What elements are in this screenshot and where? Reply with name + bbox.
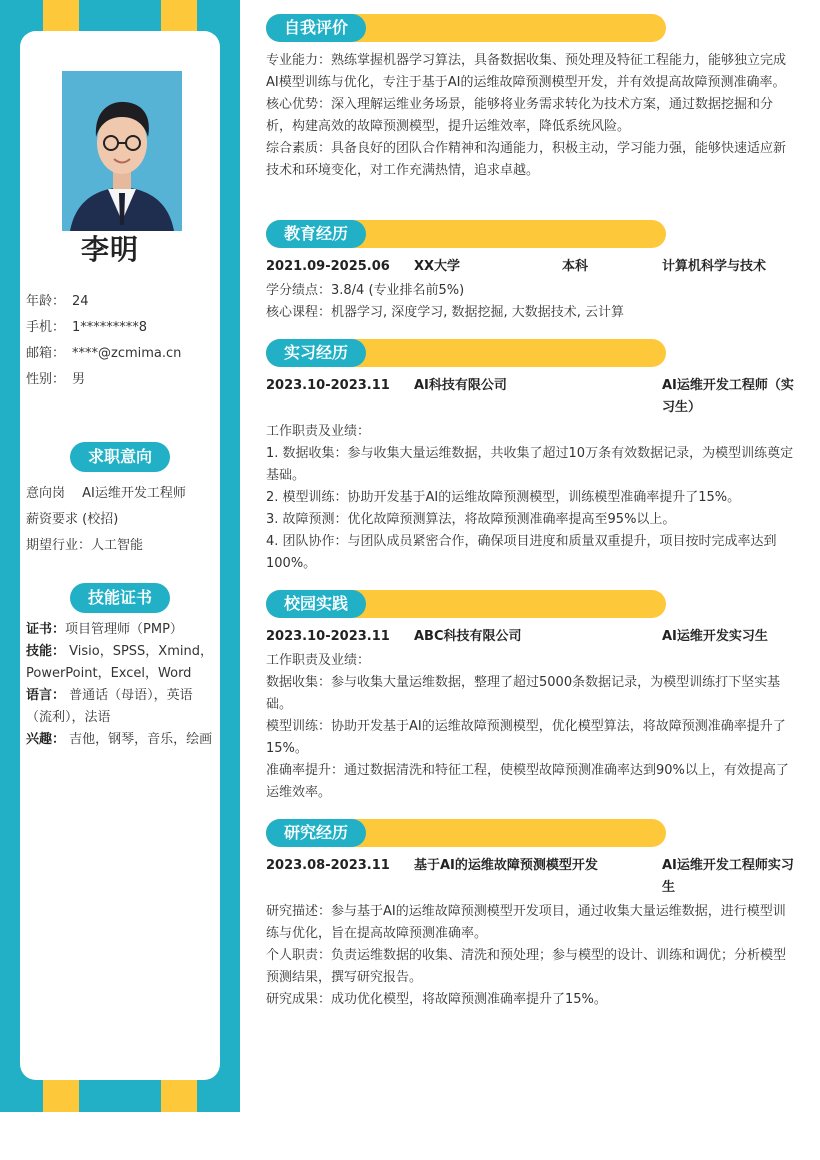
- section-education: [266, 220, 666, 248]
- job-intent: [26, 481, 216, 559]
- intern-line: 3. 故障预测：优化故障预测算法，将故障预测准确率提高至95%以上。: [266, 512, 676, 527]
- info-label: 邮箱：: [26, 346, 66, 361]
- skill-label: 语言：: [26, 688, 66, 703]
- intent-industry: 期望行业：人工智能: [26, 538, 144, 553]
- intern-line: 4. 团队协作：与团队成员紧密合作，确保项目进度和质量双重提升，项目按时完成率达到100%。: [266, 534, 777, 571]
- paragraph: 核心优势：深入理解运维业务场景，能够将业务需求转化为技术方案，通过数据挖掘和分析，构建高效的故障预测模型，提升运维效率，降低系统风险。: [266, 97, 774, 134]
- skill-label: 证书：: [26, 622, 66, 637]
- section-internship: [266, 339, 666, 367]
- internship-details: [266, 421, 796, 575]
- skill-label: 技能：: [26, 644, 66, 659]
- section-title: 教育经历: [266, 220, 366, 248]
- info-value: 男: [72, 372, 86, 387]
- portrait-photo: [62, 71, 182, 231]
- internship-header: [266, 375, 796, 419]
- info-gender: [26, 367, 216, 393]
- skill-certificate: [26, 619, 214, 641]
- skills-list: [26, 619, 214, 751]
- info-label: 年龄：: [26, 294, 66, 309]
- paragraph: 综合素质：具备良好的团队合作精神和沟通能力，积极主动，学习能力强，能够快速适应新技术和环境变化，对工作充满热情，追求卓越。: [266, 141, 787, 178]
- intern-line: 工作职责及业绩：: [266, 424, 371, 439]
- section-title: 自我评价: [266, 14, 366, 42]
- info-label: 手机：: [26, 320, 66, 335]
- intern-line: 2. 模型训练：协助开发基于AI的运维故障预测模型，训练模型准确率提升了15%。: [266, 490, 741, 505]
- campus-period: 2023.10-2023.11: [266, 629, 390, 644]
- research-role: AI运维开发工程师实习生: [662, 858, 794, 895]
- campus-line: 工作职责及业绩：: [266, 653, 371, 668]
- section-campus: [266, 590, 666, 618]
- intent-salary: 薪资要求 (校招): [26, 512, 119, 527]
- section-title: 研究经历: [266, 819, 366, 847]
- skill-language: [26, 685, 214, 729]
- campus-line: 模型训练：协助开发基于AI的运维故障预测模型，优化模型算法，将故障预测准确率提升了15%。: [266, 719, 786, 756]
- research-details: [266, 901, 796, 1011]
- campus-details: [266, 650, 796, 804]
- campus-line: 数据收集：参与收集大量运维数据，整理了超过5000条数据记录，为模型训练打下坚实基础。: [266, 675, 781, 712]
- skills-title: 技能证书: [70, 583, 170, 613]
- info-age: [26, 289, 216, 315]
- info-label: 性别：: [26, 372, 66, 387]
- self-eval-text: [266, 50, 796, 182]
- section-title: 校园实践: [266, 590, 366, 618]
- info-email: [26, 341, 216, 367]
- candidate-name: 李明: [80, 233, 139, 266]
- research-header: [266, 855, 796, 899]
- education-details: [266, 280, 796, 324]
- intern-line: 1. 数据收集：参与收集大量运维数据，共收集了超过10万条有效数据记录，为模型训练奠定基础。: [266, 446, 794, 483]
- skill-value: Visio，SPSS，Xmind，PowerPoint，Excel，Word: [26, 644, 213, 681]
- edu-line: 核心课程：机器学习, 深度学习, 数据挖掘, 大数据技术, 云计算: [266, 305, 625, 320]
- campus-role: AI运维开发实习生: [662, 629, 768, 644]
- research-line: 个人职责：负责运维数据的收集、清洗和预处理；参与模型的设计、训练和调优；分析模型预测结果，撰写研究报告。: [266, 948, 787, 985]
- skill-tools: [26, 641, 214, 685]
- edu-school: XX大学: [414, 259, 461, 274]
- section-title: 实习经历: [266, 339, 366, 367]
- research-line: 研究描述：参与基于AI的运维故障预测模型开发项目，通过收集大量运维数据，进行模型训练与优化，旨在提高故障预测准确率。: [266, 904, 786, 941]
- skill-interest: [26, 729, 214, 751]
- research-project: 基于AI的运维故障预测模型开发: [414, 858, 598, 873]
- info-value: ****@zcmima.cn: [72, 346, 182, 361]
- section-research: [266, 819, 666, 847]
- campus-company: ABC科技有限公司: [414, 629, 522, 644]
- research-period: 2023.08-2023.11: [266, 858, 390, 873]
- research-line: 研究成果：成功优化模型，将故障预测准确率提升了15%。: [266, 992, 607, 1007]
- edu-degree: 本科: [562, 259, 589, 274]
- paragraph: 专业能力：熟练掌握机器学习算法，具备数据收集、预处理及特征工程能力，能够独立完成AI模型训练与优化，专注于基于AI的运维故障预测模型开发，并有效提高故障预测准确率。: [266, 53, 787, 90]
- edu-period: 2021.09-2025.06: [266, 259, 390, 274]
- intern-role: AI运维开发工程师（实习生）: [662, 378, 794, 415]
- skill-label: 兴趣：: [26, 732, 66, 747]
- skill-value: 吉他，钢琴，音乐，绘画: [65, 732, 213, 747]
- job-intent-title: 求职意向: [70, 442, 170, 472]
- campus-line: 准确率提升：通过数据清洗和特征工程，使模型故障预测准确率达到90%以上，有效提高了运维效率。: [266, 763, 789, 800]
- intern-company: AI科技有限公司: [414, 378, 507, 393]
- edu-line: 学分绩点：3.8/4 (专业排名前5%): [266, 283, 465, 298]
- info-value: 24: [72, 294, 89, 309]
- intent-position: 意向岗 AI运维开发工程师: [26, 486, 186, 501]
- info-value: 1*********8: [72, 320, 148, 335]
- basic-info: [26, 289, 216, 393]
- skill-value: 项目管理师（PMP）: [65, 622, 183, 637]
- section-self-eval: [266, 14, 666, 42]
- intern-period: 2023.10-2023.11: [266, 378, 390, 393]
- edu-major: 计算机科学与技术: [662, 259, 767, 274]
- skill-value: 普通话（母语），英语（流利），法语: [26, 688, 193, 725]
- info-phone: [26, 315, 216, 341]
